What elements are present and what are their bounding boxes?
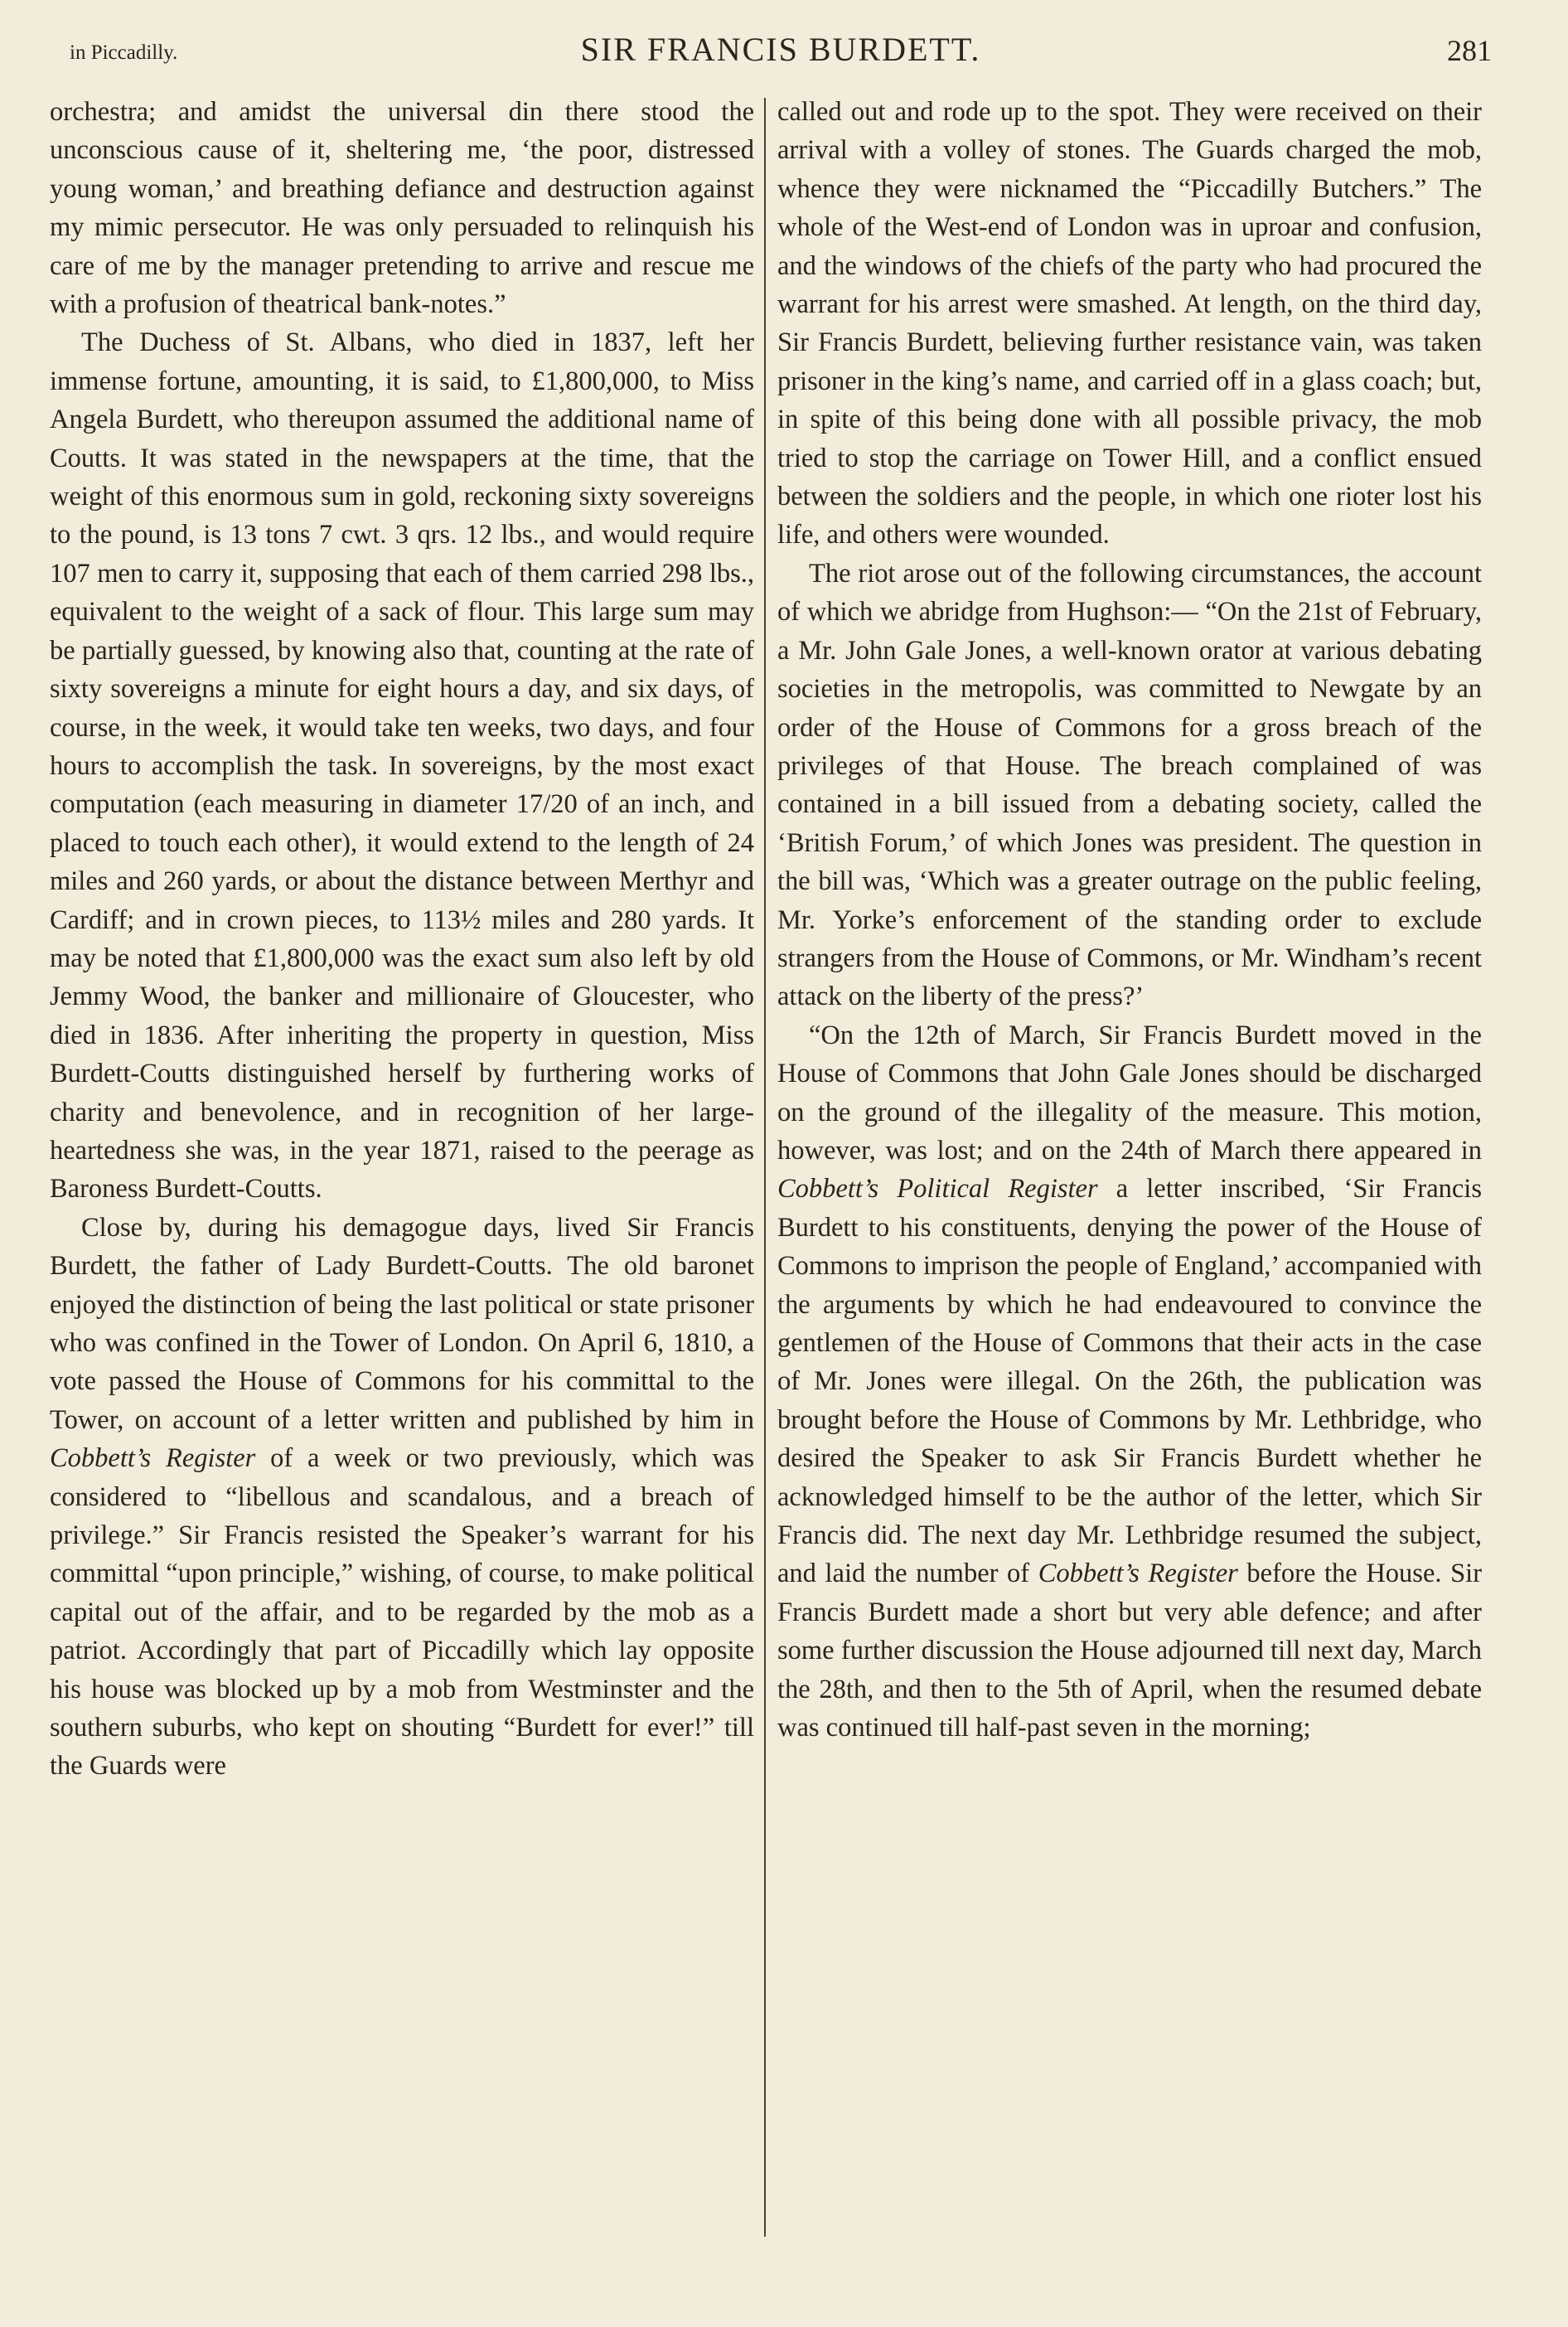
right-paragraph-3-italic-title-2: Cobbett’s Register xyxy=(1038,1559,1238,1589)
running-head xyxy=(70,30,1492,78)
page-number: 281 xyxy=(1447,34,1492,67)
left-paragraph-2: The Duchess of St. Albans, who died in 1837, left her immense fortune, amounting, it is said, to £1,800,000, to Miss Angela Burdett, who thereupon assumed the additional name of Coutts. It was stated in the newspapers at the time, that the weight of this enormous sum in gold, reckoning sixty sovereigns to the pound, is 13 tons 7 cwt. 3 qrs. 12 lbs., and would require 107 men to carry it, supposing that each of them carried 298 lbs., equivalent to the weight of a sack of flour. This large sum may be partially guessed, by knowing also that, counting at the rate of sixty sovereigns a minute for eight hours a day, and six days, of course, in the week, it would take ten weeks, two days, and four hours to accomplish the task. In sovereigns, by the most exact computation (each measuring in diameter 17/20 of an inch, and placed to touch each other), it would extend to the length of 24 miles and 260 yards, or about the distance between Merthyr and Cardiff; and in crown pieces, to 113½ miles and 280 yards. It may be noted that £1,800,000 was the exact sum also left by old Jemmy Wood, the banker and millionaire of Gloucester, who died in 1836. After inheriting the property in question, Miss Burdett-Coutts distinguished herself by furthering works of charity and benevolence, and in recognition of her large-heartedness she was, in the year 1871, raised to the peerage as Baroness Burdett-Coutts. xyxy=(50,327,754,1205)
left-paragraph-3 xyxy=(50,1209,754,1786)
right-paragraph-3-text-c: before the House. Sir Francis Burdett made a short but very able defence; and after some further discussion the House adjourned till next day, March the 28th, and then to the 5th of April, when the resumed debate was continued till half-past seven in the morning; xyxy=(777,1559,1483,1743)
right-paragraph-3-text-a: “On the 12th of March, Sir Francis Burdett moved in the House of Commons that John Gale Jones should be discharged on the ground of the illegality of the measure. This motion, however, was lost; and on the 24th of March there appeared in xyxy=(777,1020,1482,1166)
right-column xyxy=(777,93,1482,1747)
running-head-title: SIR FRANCIS BURDETT. xyxy=(580,31,981,68)
left-column xyxy=(50,93,754,1786)
right-paragraph-1: called out and rode up to the spot. They were received on their arrival with a volley of stones. The Guards charged the mob, whence they were nicknamed the “Piccadilly Butchers.” The whole of the West-end of London was in uproar and confusion, and the windows of the chiefs of the party who had procured the warrant for his arrest were smashed. At length, on the third day, Sir Francis Burdett, believing further resistance vain, was taken prisoner in the king’s name, and carried off in a glass coach; but, in spite of this being done with all possible privacy, the mob tried to stop the carriage on Tower Hill, and a conflict ensued between the soldiers and the people, in which one rioter lost his life, and others were wounded. xyxy=(777,97,1482,550)
right-paragraph-3 xyxy=(777,1016,1482,1748)
running-head-left: in Piccadilly. xyxy=(70,41,178,64)
left-paragraph-1: orchestra; and amidst the universal din there stood the unconscious cause of it, sheltering me, ‘the poor, distressed young woman,’ and breathing defiance and destruction against my mimic persecutor. He was only persuaded to relinquish his care of me by the manager pretending to arrive and rescue me with a profusion of theatrical bank-notes.” xyxy=(50,97,754,320)
column-rule xyxy=(764,98,766,2237)
left-paragraph-3-italic-title: Cobbett’s Register xyxy=(50,1443,256,1474)
right-paragraph-2: The riot arose out of the following circumstances, the account of which we abridge from Hughson:— “On the 21st of February, a Mr. John Gale Jones, a well-known orator at various debating societies in the metropolis, was committed to Newgate by an order of the House of Commons for a gross breach of the privileges of that House. The breach complained of was contained in a bill issued from a debating society, called the ‘British Forum,’ of which Jones was president. The question in the bill was, ‘Which was a greater outrage on the public feeling, Mr. Yorke’s enforcement of the standing order to exclude strangers from the House of Commons, or Mr. Windham’s recent attack on the liberty of the press?’ xyxy=(777,558,1482,1012)
right-paragraph-3-text-b: a letter inscribed, ‘Sir Francis Burdett to his constituents, denying the power of the House of Commons to imprison the people of England,’ accompanied with the arguments by which he had endeavoured to convince the gentlemen of the House of Commons that their acts in the case of Mr. Jones were illegal. On the 26th, the publication was brought before the House of Commons by Mr. Lethbridge, who desired the Speaker to ask Sir Francis Burdett whether he acknowledged himself to be the author of the letter, which Sir Francis did. The next day Mr. Lethbridge resumed the subject, and laid the number of xyxy=(777,1174,1482,1589)
left-paragraph-3-text-a: Close by, during his demagogue days, lived Sir Francis Burdett, the father of Lady Burdett-Coutts. The old baronet enjoyed the distinction of being the last political or state prisoner who was confined in the Tower of London. On April 6, 1810, a vote passed the House of Commons for his committal to the Tower, on account of a letter written and published by him in xyxy=(50,1212,754,1435)
right-paragraph-3-italic-title: Cobbett’s Political Register xyxy=(777,1174,1098,1205)
left-paragraph-3-text-b: of a week or two previously, which was considered to “libellous and scandalous, and a breach of privilege.” Sir Francis resisted the Speaker’s warrant for his committal “upon principle,” wishing, of course, to make political capital out of the affair, and to be regarded by the mob as a patriot. Accordingly that part of Piccadilly which lay opposite his house was blocked up by a mob from Westminster and the southern suburbs, who kept on shouting “Burdett for ever!” till the Guards were xyxy=(50,1443,754,1782)
